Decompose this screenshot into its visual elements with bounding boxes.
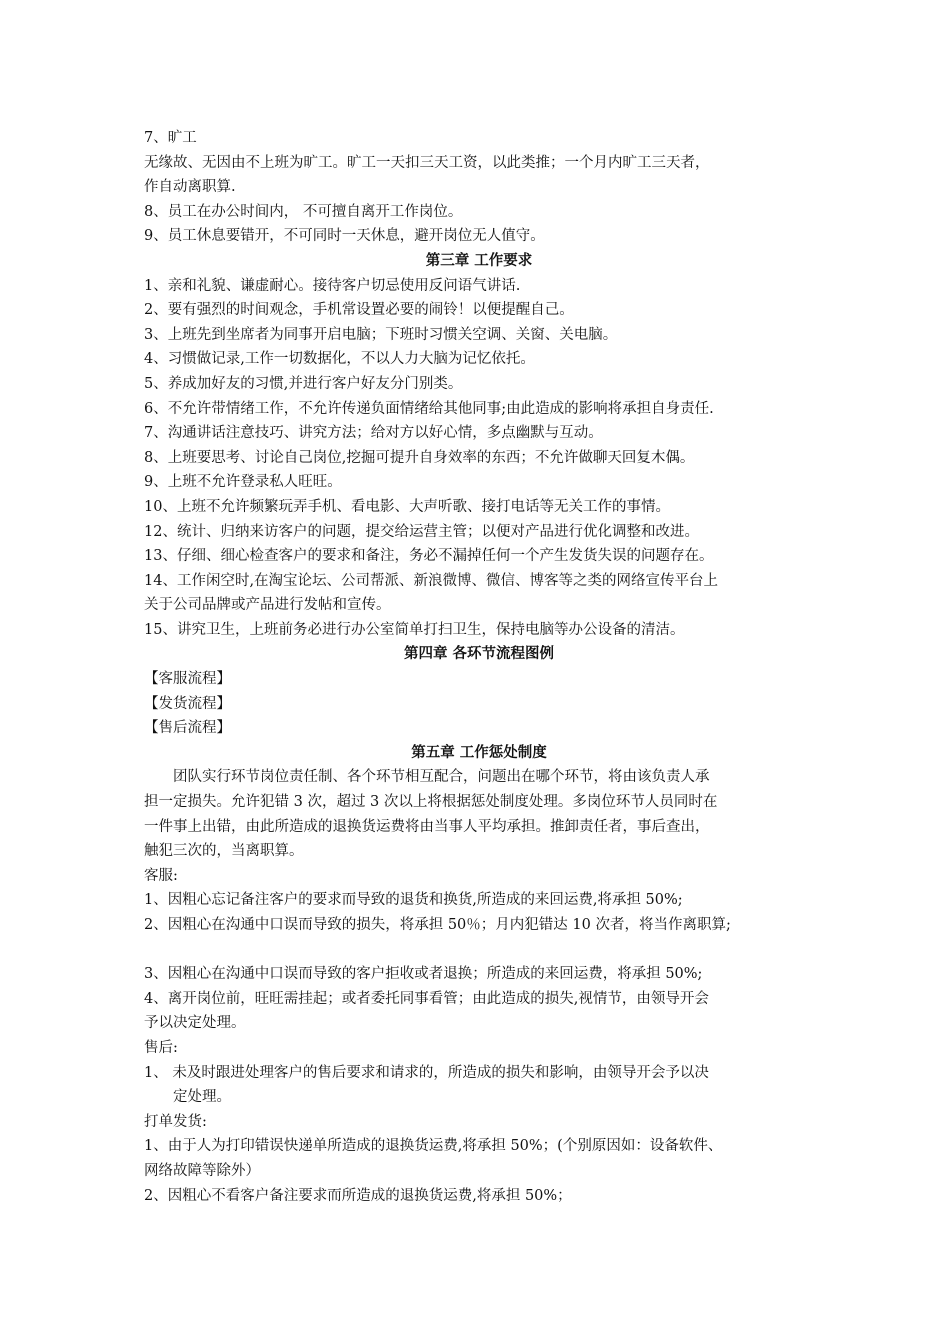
cs-rule-3: 3、因粗心在沟通中口误而导致的客户拒收或者退换；所造成的来回运费，将承担 50%; bbox=[144, 966, 703, 983]
item-7-absenteeism: 7、旷工 bbox=[144, 130, 197, 146]
ship-rule-2: 2、因粗心不看客户备注要求而所造成的退换货运费,将承担 50%； bbox=[144, 1187, 572, 1204]
ship-rule-1: 1、由于人为打印错误快递单所造成的退换货运费,将承担 50%；(个别原因如：设备软件、 bbox=[144, 1138, 723, 1155]
requirement-3: 3、上班先到坐席者为同事开启电脑；下班时习惯关空调、关窗、关电脑。 bbox=[144, 326, 618, 343]
requirement-4: 4、习惯做记录,工作一切数据化，不以人力大脑为记忆依托。 bbox=[144, 351, 535, 368]
requirement-14: 14、工作闲空时,在淘宝论坛、公司帮派、新浪微博、微信、博客等之类的网络宣传平台上 bbox=[144, 572, 719, 589]
ship-rule-1-cont: 网络故障等除外） bbox=[144, 1162, 260, 1179]
requirement-13: 13、仔细、细心检查客户的要求和备注，务必不漏掉任何一个产生发货失误的问题存在。 bbox=[144, 548, 714, 565]
document-body bbox=[144, 126, 814, 1208]
cs-rule-4-cont: 予以决定处理。 bbox=[144, 1015, 246, 1032]
chapter-4-heading: 第四章 各环节流程图例 bbox=[403, 646, 555, 663]
requirement-2: 2、要有强烈的时间观念，手机常设置必要的闹铃！以便提醒自己。 bbox=[144, 302, 574, 319]
after-sales-label: 售后: bbox=[144, 1039, 178, 1056]
customer-service-label: 客服: bbox=[144, 867, 178, 884]
requirement-14-cont: 关于公司品牌或产品进行发帖和宣传。 bbox=[144, 597, 391, 614]
chapter-3-heading: 第三章 工作要求 bbox=[425, 252, 533, 269]
as-rule-1-cont: 定处理。 bbox=[173, 1089, 231, 1106]
flow-customer-service: 【客服流程】 bbox=[144, 671, 231, 688]
absenteeism-rule-cont: 作自动离职算. bbox=[144, 179, 236, 196]
penalty-paragraph-line-3: 一件事上出错，由此所造成的退换货运费将由当事人平均承担。推卸责任者，事后查出， bbox=[144, 818, 710, 835]
chapter-5-heading: 第五章 工作惩处制度 bbox=[411, 744, 547, 761]
requirement-10: 10、上班不允许频繁玩弄手机、看电影、大声听歌、接打电话等无关工作的事情。 bbox=[144, 498, 670, 515]
requirement-7: 7、沟通讲话注意技巧、讲究方法；给对方以好心情，多点幽默与互动。 bbox=[144, 425, 603, 442]
flow-after-sales: 【售后流程】 bbox=[144, 720, 231, 737]
shipping-label: 打单发货: bbox=[144, 1113, 207, 1130]
requirement-9: 9、上班不允许登录私人旺旺。 bbox=[144, 474, 342, 491]
requirement-12: 12、统计、归纳来访客户的问题，提交给运营主管；以便对产品进行优化调整和改进。 bbox=[144, 523, 699, 540]
cs-rule-2: 2、因粗心在沟通中口误而导致的损失，将承担 50％；月内犯错达 10 次者，将当作离职算; bbox=[144, 917, 731, 933]
requirement-6: 6、不允许带情绪工作，不允许传递负面情绪给其他同事;由此造成的影响将承担自身责任. bbox=[144, 400, 714, 417]
cs-rule-1: 1、因粗心忘记备注客户的要求而导致的退货和换货,所造成的来回运费,将承担 50%; bbox=[144, 892, 683, 909]
penalty-paragraph-line-4: 触犯三次的，当离职算。 bbox=[144, 843, 304, 860]
requirement-1: 1、亲和礼貌、谦虚耐心。接待客户切忌使用反问语气讲话. bbox=[144, 277, 521, 294]
absenteeism-rule: 无缘故、无因由不上班为旷工。旷工一天扣三天工资，以此类推；一个月内旷工三天者， bbox=[144, 154, 710, 171]
requirement-15: 15、讲究卫生，上班前务必进行办公室简单打扫卫生，保持电脑等办公设备的清洁。 bbox=[144, 621, 685, 638]
penalty-paragraph-line-2: 担一定损失。允许犯错 3 次，超过 3 次以上将根据惩处制度处理。多岗位环节人员同时在 bbox=[144, 794, 718, 811]
item-8: 8、员工在办公时间内， 不可擅自离开工作岗位。 bbox=[144, 203, 463, 220]
cs-rule-4: 4、离开岗位前，旺旺需挂起；或者委托同事看管；由此造成的损失,视情节，由领导开会 bbox=[144, 990, 709, 1007]
as-rule-1: 1、 未及时跟进处理客户的售后要求和请求的，所造成的损失和影响，由领导开会予以决 bbox=[144, 1064, 709, 1081]
requirement-5: 5、养成加好友的习惯,并进行客户好友分门别类。 bbox=[144, 375, 463, 392]
requirement-8: 8、上班要思考、讨论自己岗位,挖掘可提升自身效率的东西；不允许做聊天回复木偶。 bbox=[144, 449, 695, 466]
item-9: 9、员工休息要错开，不可同时一天休息，避开岗位无人值守。 bbox=[144, 228, 545, 245]
blank-line bbox=[144, 938, 814, 963]
penalty-paragraph: 团队实行环节岗位责任制、各个环节相互配合，问题出在哪个环节，将由该负责人承 bbox=[173, 769, 710, 786]
flow-shipping: 【发货流程】 bbox=[144, 695, 231, 712]
